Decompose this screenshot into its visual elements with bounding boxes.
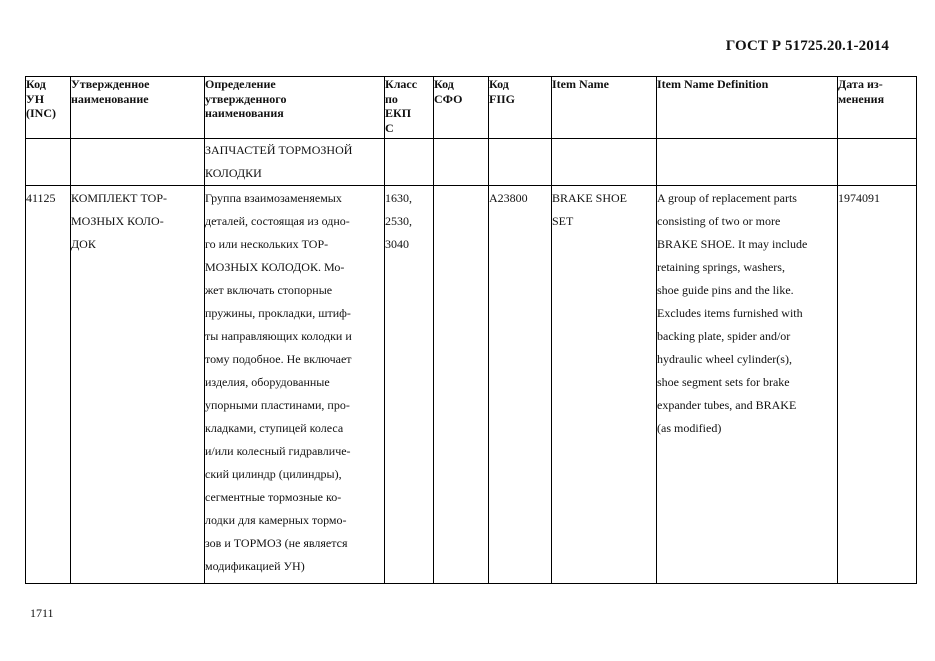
cell-sfo bbox=[434, 139, 489, 186]
catalog-table bbox=[25, 76, 917, 584]
table-header-row bbox=[26, 77, 917, 139]
cell-item-name bbox=[552, 139, 657, 186]
column-header-item-name: Item Name bbox=[552, 77, 657, 139]
cell-item-name: BRAKE SHOE SET bbox=[552, 186, 657, 584]
column-header-change-date: Дата из- менения bbox=[838, 77, 917, 139]
table-row bbox=[26, 186, 917, 584]
cell-definition: Группа взаимозаменяемых деталей, состоящая из одно- го или нескольких ТОР- МОЗНЫХ КОЛОДОК. Мо- жет включать стопорные пружины, прокладки, штиф- ты направляющих колодки и тому подобное. Не включает изделия, оборудованные упорными пластинами, про- кладками, ступицей колеса и/или колесный гидравличе- ский цилиндр (цилиндры), сегментные тормозные ко- лодки для камерных тормо- зов и ТОРМОЗ (не является модификацией УН) bbox=[205, 186, 385, 584]
column-header-class: Класс по ЕКП С bbox=[385, 77, 434, 139]
cell-inc bbox=[26, 139, 71, 186]
page-number: 1711 bbox=[30, 606, 54, 620]
cell-approved-name bbox=[71, 139, 205, 186]
cell-fiig: A23800 bbox=[489, 186, 552, 584]
cell-item-name-definition bbox=[657, 139, 838, 186]
cell-class bbox=[385, 139, 434, 186]
column-header-sfo: Код СФО bbox=[434, 77, 489, 139]
cell-sfo bbox=[434, 186, 489, 584]
column-header-approved-name: Утвержденное наименование bbox=[71, 77, 205, 139]
cell-class: 1630, 2530, 3040 bbox=[385, 186, 434, 584]
cell-item-name-definition: A group of replacement parts consisting of two or more BRAKE SHOE. It may include retaining springs, washers, shoe guide pins and the like. Excludes items furnished with backing plate, spider and/or hydraulic wheel cylinder(s), shoe segment sets for brake expander tubes, and BRAKE (as modified) bbox=[657, 186, 838, 584]
cell-change-date bbox=[838, 139, 917, 186]
cell-change-date bbox=[838, 186, 917, 584]
cell-definition: ЗАПЧАСТЕЙ ТОРМОЗНОЙ КОЛОДКИ bbox=[205, 139, 385, 186]
cell-approved-name: КОМПЛЕКТ ТОР- МОЗНЫХ КОЛО- ДОК bbox=[71, 186, 205, 584]
cell-fiig bbox=[489, 139, 552, 186]
column-header-fiig: Код FIIG bbox=[489, 77, 552, 139]
document-standard-title: ГОСТ Р 51725.20.1-2014 bbox=[725, 38, 889, 54]
change-date-value: 1974091 bbox=[838, 191, 880, 205]
cell-inc: 41125 bbox=[26, 186, 71, 584]
column-header-item-name-definition: Item Name Definition bbox=[657, 77, 838, 139]
table-row-continuation bbox=[26, 139, 917, 186]
column-header-definition: Определение утвержденного наименования bbox=[205, 77, 385, 139]
column-header-inc: Код УН (INC) bbox=[26, 77, 71, 139]
